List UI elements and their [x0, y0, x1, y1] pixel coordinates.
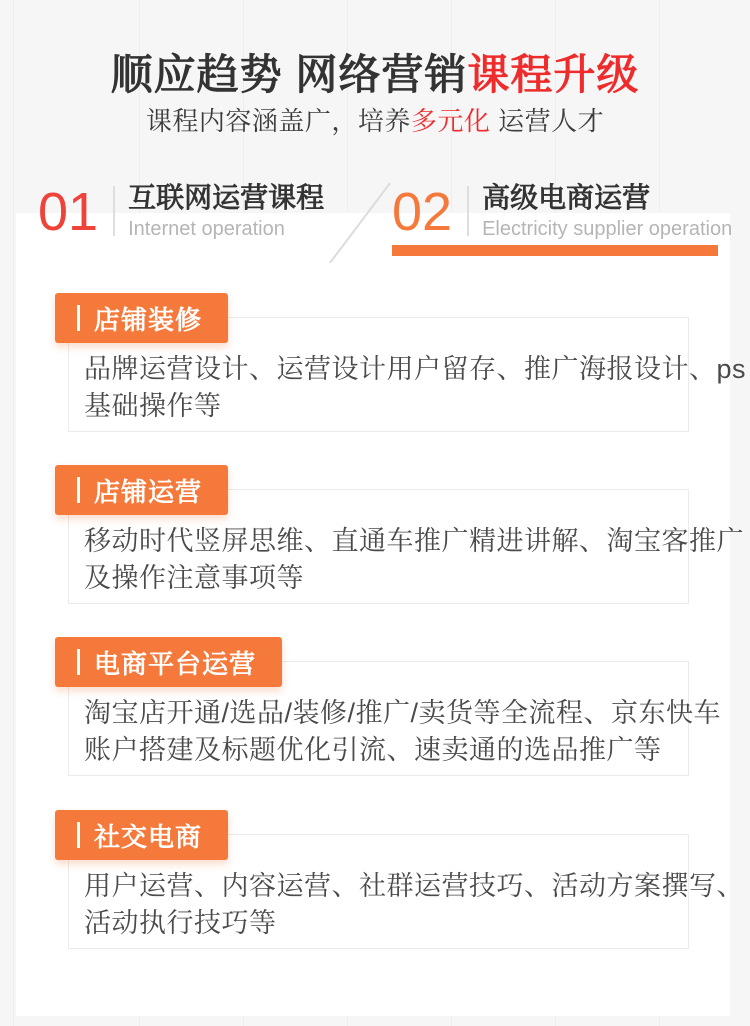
page-subtitle [0, 101, 750, 138]
section-text-line: 账户搭建及标题优化引流、速卖通的选品推广等 [84, 735, 662, 765]
tab-01-subtitle-en: Internet operation [128, 218, 285, 240]
tab-02-divider [467, 186, 469, 236]
page-title-red: 课程升级 [467, 51, 640, 98]
subtitle-suffix: 运营人才 [490, 106, 605, 136]
label-tick-icon [77, 822, 80, 848]
section-label: 店铺运营 [94, 476, 203, 507]
section-text-line: 活动执行技巧等 [84, 908, 277, 938]
section-store-decoration [0, 293, 750, 453]
active-tab-underline [392, 245, 718, 256]
section-label: 社交电商 [94, 821, 203, 852]
subtitle-highlight: 多元化 [410, 106, 491, 136]
page-title [0, 42, 750, 102]
tab-02-text [482, 183, 732, 241]
tab-02-subtitle-en: Electricity supplier operation [482, 218, 733, 240]
section-social-ecommerce [0, 810, 750, 970]
label-tick-icon [77, 305, 80, 331]
tab-01-text [128, 183, 324, 241]
tab-01-number: 01 [38, 182, 99, 242]
section-store-operation [0, 465, 750, 625]
tab-01-divider [113, 186, 115, 236]
tab-01-title: 互联网运营课程 [128, 182, 325, 213]
section-label: 电商平台运营 [94, 648, 257, 679]
tab-02-title: 高级电商运营 [482, 182, 651, 213]
label-tick-icon [77, 477, 80, 503]
page-title-black: 顺应趋势 网络营销 [110, 51, 468, 98]
tab-ecommerce-operation[interactable] [392, 183, 732, 241]
tab-internet-operation[interactable] [38, 183, 324, 241]
section-text-line: 用户运营、内容运营、社群运营技巧、活动方案撰写、 [84, 871, 744, 901]
section-text-line: 淘宝店开通/选品/装修/推广/卖货等全流程、京东快车 [84, 698, 722, 728]
section-badge [55, 293, 228, 343]
label-tick-icon [77, 649, 80, 675]
section-badge [55, 465, 228, 515]
section-text-line: 品牌运营设计、运营设计用户留存、推广海报设计、ps [84, 354, 747, 384]
section-text-line: 基础操作等 [84, 391, 222, 421]
subtitle-prefix: 课程内容涵盖广，培养 [145, 106, 411, 136]
section-badge [55, 637, 282, 687]
section-ecommerce-platform-operation [0, 637, 750, 797]
tab-02-number: 02 [392, 182, 453, 242]
section-text-line: 及操作注意事项等 [84, 563, 304, 593]
section-text-line: 移动时代竖屏思维、直通车推广精进讲解、淘宝客推广 [84, 526, 744, 556]
section-badge [55, 810, 228, 860]
section-label: 店铺装修 [94, 304, 203, 335]
